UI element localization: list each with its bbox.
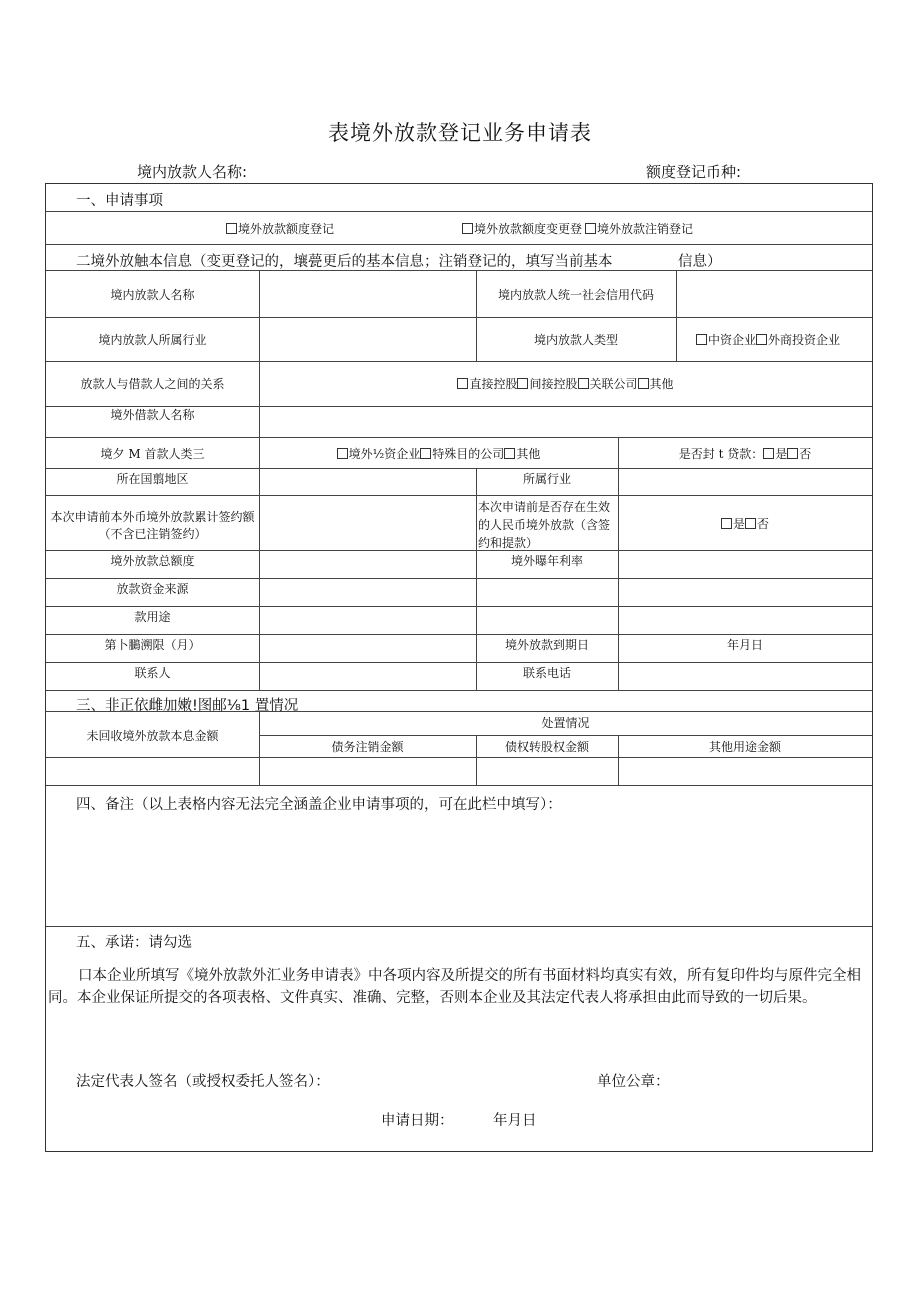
checkbox[interactable]: [578, 378, 589, 389]
form-title: 表境外放款登记业务申请表: [328, 121, 592, 145]
label-unrecovered: 未回收境外放款本息金额: [86, 729, 219, 743]
label-phone: 联系电话: [522, 666, 571, 680]
label-effective-line1: 本次申请前是否存在生效: [478, 500, 611, 514]
label-disposal: 处置情况: [541, 716, 590, 730]
section4-heading: 四、备注（以上表格内容无法完全涵盖企业申请事项的，可在此栏中填写）：: [76, 797, 562, 813]
label-fund-source: 放款资金来源: [116, 582, 189, 596]
checkbox[interactable]: [337, 448, 348, 459]
option-quota-change[interactable]: 境外放款额度变更登: [462, 220, 582, 237]
label-country: 所在国翦地区: [116, 472, 189, 486]
label-purpose: 款用途: [134, 610, 171, 624]
seal-label: 单位公章：: [597, 1074, 670, 1090]
label-debt-equity: 债权转股权金额: [504, 740, 589, 754]
checkbox[interactable]: [721, 518, 732, 529]
application-form: [45, 183, 873, 1152]
option-quota-registration[interactable]: 境外放款额度登记: [226, 220, 334, 237]
checkbox[interactable]: [638, 378, 649, 389]
checkbox[interactable]: [787, 448, 798, 459]
borrower-type-options: 境外½资企业 特殊目的公司 其他: [259, 445, 618, 462]
lender-type-options: 中资企业 外商投资企业: [696, 331, 840, 348]
section5-heading: 五、承诺：请勾选: [76, 935, 192, 951]
label-effective-line2: 的人民币境外放款（含签: [478, 518, 611, 532]
label-due-date: 境外放款到期日: [504, 638, 589, 652]
is-loan-options: 是否封 t 贷款： 是 否: [678, 447, 812, 461]
label-total-amount: 境外放款总额度: [110, 554, 195, 568]
checkbox[interactable]: [226, 223, 237, 234]
currency-label: 额度登记币种:: [646, 163, 742, 181]
checkbox[interactable]: [745, 518, 756, 529]
checkbox[interactable]: [504, 448, 515, 459]
label-annual-rate: 境外曝年利率: [510, 554, 583, 568]
due-date-value: 年月日: [726, 638, 763, 652]
label-term: 第卜鵩溯限（月）: [104, 638, 201, 652]
label-industry: 所属行业: [522, 472, 571, 486]
section1-heading: 一、申请事项: [76, 193, 163, 209]
checkbox[interactable]: [457, 378, 468, 389]
label-borrower-name: 境外借款人名称: [110, 408, 195, 422]
date-label: 申请日期：: [381, 1113, 454, 1129]
label-lender-industry: 境内放款人所属行业: [98, 333, 207, 347]
checkbox[interactable]: [756, 334, 767, 345]
date-value: 年月日: [493, 1113, 537, 1129]
signature-label: 法定代表人签名（或授权委托人签名）：: [76, 1074, 330, 1090]
section2-heading: 二境外放触本信息（变更登记的，壤甍更后的基本信息；注销登记的，填写当前基本: [76, 254, 613, 270]
label-cumulative-line2: （不含已注销签约）: [98, 527, 207, 541]
label-lender-type: 境内放款人类型: [533, 333, 618, 347]
checkbox[interactable]: [462, 223, 473, 234]
option-cancel-registration[interactable]: 境外放款注销登记: [585, 220, 693, 237]
label-debt-cancel: 债务注销金额: [331, 740, 404, 754]
label-lender-credit-code: 境内放款人统一社会信用代码: [497, 288, 654, 302]
relation-options: 直接控股 间接控股 关联公司 其他: [259, 375, 872, 392]
checkbox[interactable]: [420, 448, 431, 459]
commitment-text: 口本企业所填写《境外放款外汇业务申请表》中各项内容及所提交的所有书面材料均真实有效，所有复印件均与原件完全相同。本企业保证所提交的各项表格、文件真实、准确、完整，否则本企业及其法定代表人将承担由此而导致的一切后果。: [48, 968, 861, 1006]
label-borrower-type: 境夕 M 首款人类三: [100, 447, 205, 461]
label-relation: 放款人与借款人之间的关系: [80, 377, 225, 391]
label-lender-name: 境内放款人名称: [110, 288, 195, 302]
section2-heading-tail: 信息）: [678, 254, 722, 270]
label-cumulative-line1: 本次申请前本外币境外放款累计签约额: [50, 510, 255, 524]
checkbox[interactable]: [763, 448, 774, 459]
section3-heading: 三、非正依雌加嫩!图邮⅛1 置情况: [76, 698, 299, 714]
label-contact: 联系人: [134, 666, 171, 680]
effective-options: 是 否: [618, 515, 872, 532]
lender-name-label: 境内放款人名称:: [137, 163, 248, 181]
checkbox[interactable]: [517, 378, 528, 389]
checkbox[interactable]: [585, 223, 596, 234]
label-effective-line3: 约和提款）: [478, 536, 539, 550]
checkbox[interactable]: [696, 334, 707, 345]
label-other-use: 其他用途金额: [708, 740, 781, 754]
